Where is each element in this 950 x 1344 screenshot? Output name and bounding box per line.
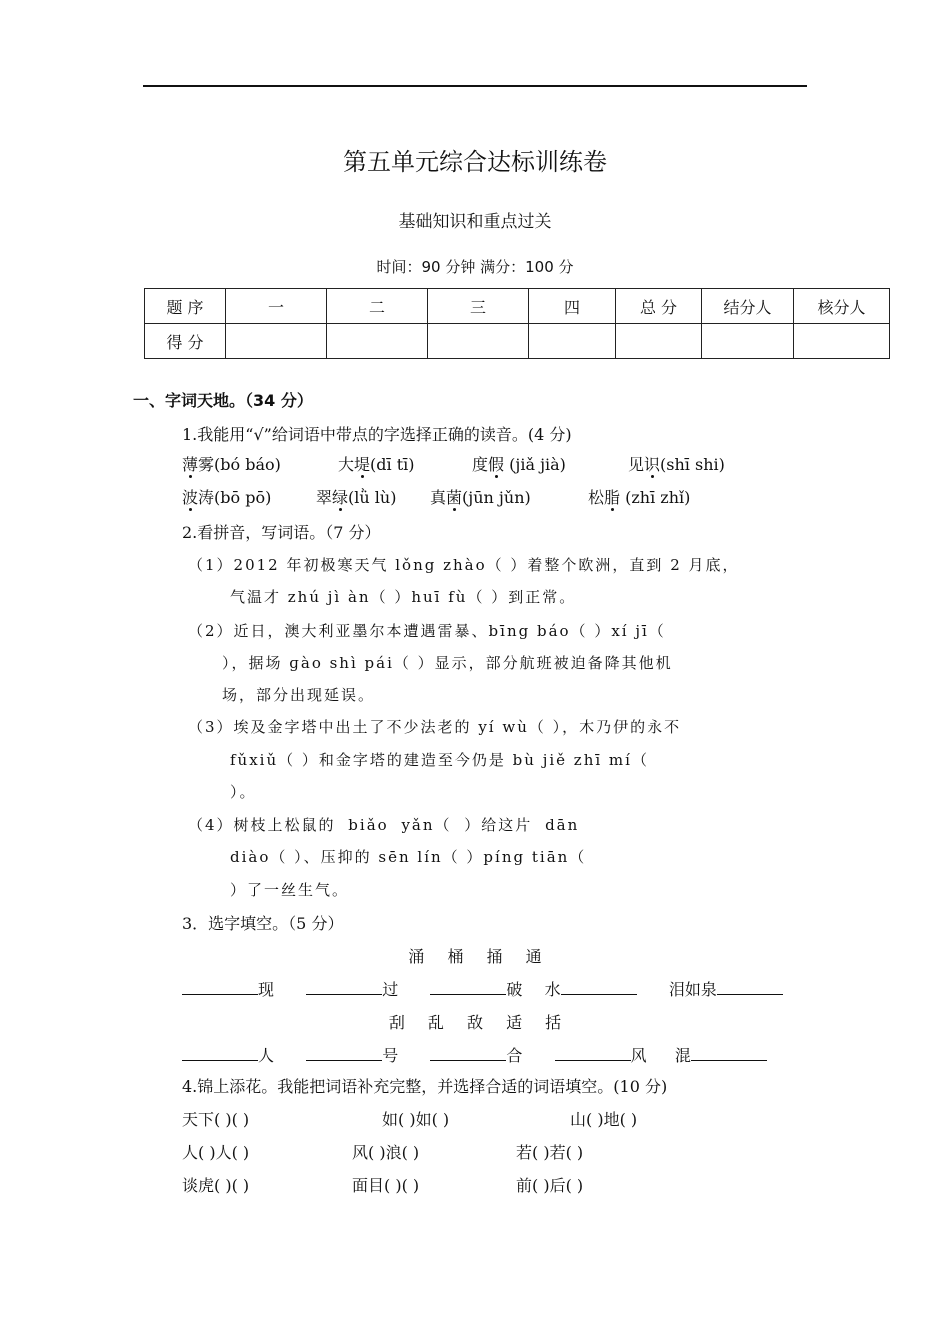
idiom-item: 山( )地( )	[570, 1110, 638, 1129]
question-line: （3）埃及金字塔中出土了不少法老的 yí wù（ ），木乃伊的永不	[188, 718, 682, 736]
header-rule	[143, 85, 807, 87]
score-table-score-row	[145, 324, 890, 359]
score-cell: 题 序	[145, 289, 226, 324]
idiom-item: 前( )后( )	[516, 1176, 584, 1195]
section-heading: 一、字词天地。（34 分）	[133, 391, 313, 410]
score-entry-cell[interactable]	[702, 324, 794, 359]
score-cell: 结分人	[702, 289, 794, 324]
character-options: 涌 桶 捅 通	[408, 947, 542, 966]
idiom-item: 人( )人( )	[182, 1143, 250, 1162]
question-line: 气温才 zhú jì àn（ ）huī fù（ ）到正常。	[230, 588, 577, 606]
idiom-item: 风( )浪( )	[352, 1143, 420, 1162]
score-table	[144, 288, 890, 359]
question-line: ），据场 ɡào shì pái（ ）显示，部分航班被迫备降其他机	[222, 654, 673, 672]
answer-blank[interactable]	[182, 978, 258, 995]
idiom-item: 如( )如( )	[382, 1110, 450, 1129]
pinyin-choice: 波涛(bō pō)	[182, 488, 272, 507]
score-cell: 核分人	[794, 289, 890, 324]
answer-blank[interactable]	[182, 1044, 258, 1061]
time-info: 时间：90 分钟 满分：100 分	[376, 258, 574, 276]
score-cell: 得 分	[145, 324, 226, 359]
idiom-item: 天下( )( )	[182, 1110, 250, 1129]
pinyin-choice: 大堤(dī tī)	[338, 455, 415, 474]
question-prompt: 2.看拼音，写词语。（7 分）	[182, 523, 381, 542]
question-line: （2）近日，澳大利亚墨尔本遭遇雷暴、bīng báo（ ）xí jī（	[188, 622, 666, 640]
answer-blank[interactable]	[717, 978, 783, 995]
answer-blank[interactable]	[555, 1044, 631, 1061]
question-line: 场，部分出现延误。	[222, 686, 376, 704]
answer-blank[interactable]	[306, 978, 382, 995]
fill-row: 人 号 合 风 混	[182, 1043, 767, 1066]
score-entry-cell[interactable]	[428, 324, 529, 359]
score-entry-cell[interactable]	[327, 324, 428, 359]
question-prompt: 3．选字填空。（5 分）	[182, 914, 344, 933]
idiom-item: 谈虎( )( )	[182, 1176, 250, 1195]
question-prompt: 1.我能用“√”给词语中带点的字选择正确的读音。(4 分)	[182, 425, 572, 444]
answer-blank[interactable]	[430, 978, 506, 995]
pinyin-choice: 松脂 (zhī zhǐ)	[588, 488, 691, 507]
question-line: ）了一丝生气。	[230, 881, 350, 899]
question-line: （4）树枝上松鼠的 biǎo yǎn（ ）给这片 dān	[188, 816, 580, 834]
score-cell: 一	[226, 289, 327, 324]
pinyin-choice: 翠绿(lǜ lù)	[316, 488, 397, 507]
question-line: （1）2012 年初极寒天气 lǒng zhào（ ）着整个欧洲，直到 2 月底，	[188, 556, 740, 574]
question-line: ）。	[230, 783, 257, 801]
score-cell: 三	[428, 289, 529, 324]
score-cell: 二	[327, 289, 428, 324]
answer-blank[interactable]	[691, 1044, 767, 1061]
score-cell: 总 分	[616, 289, 702, 324]
answer-blank[interactable]	[430, 1044, 506, 1061]
pinyin-choice: 见识(shī shi)	[628, 455, 725, 474]
score-entry-cell[interactable]	[616, 324, 702, 359]
question-prompt: 4.锦上添花。我能把词语补充完整，并选择合适的词语填空。(10 分)	[182, 1077, 668, 1096]
question-line: fǔxiǔ（ ）和金字塔的建造至今仍是 bù jiě zhī mí（	[230, 751, 649, 769]
idiom-item: 若( )若( )	[516, 1143, 584, 1162]
pinyin-choice: 度假 (jiǎ jià)	[472, 455, 566, 474]
score-cell: 四	[529, 289, 616, 324]
page-subtitle: 基础知识和重点过关	[398, 212, 552, 232]
score-entry-cell[interactable]	[794, 324, 890, 359]
score-table-header-row	[145, 289, 890, 324]
question-line: diào（ ）、压抑的 sēn lín（ ）píng tiān（	[230, 848, 587, 866]
pinyin-choice: 薄雾(bó báo)	[182, 455, 281, 474]
character-options: 刮 乱 敌 适 括	[388, 1013, 562, 1032]
page-title: 第五单元综合达标训练卷	[343, 148, 607, 176]
answer-blank[interactable]	[561, 978, 637, 995]
answer-blank[interactable]	[306, 1044, 382, 1061]
score-entry-cell[interactable]	[529, 324, 616, 359]
pinyin-choice: 真菌(jūn jǔn)	[430, 488, 531, 507]
score-entry-cell[interactable]	[226, 324, 327, 359]
fill-row: 现 过 破 水 泪如泉	[182, 977, 783, 1000]
idiom-item: 面目( )( )	[352, 1176, 420, 1195]
